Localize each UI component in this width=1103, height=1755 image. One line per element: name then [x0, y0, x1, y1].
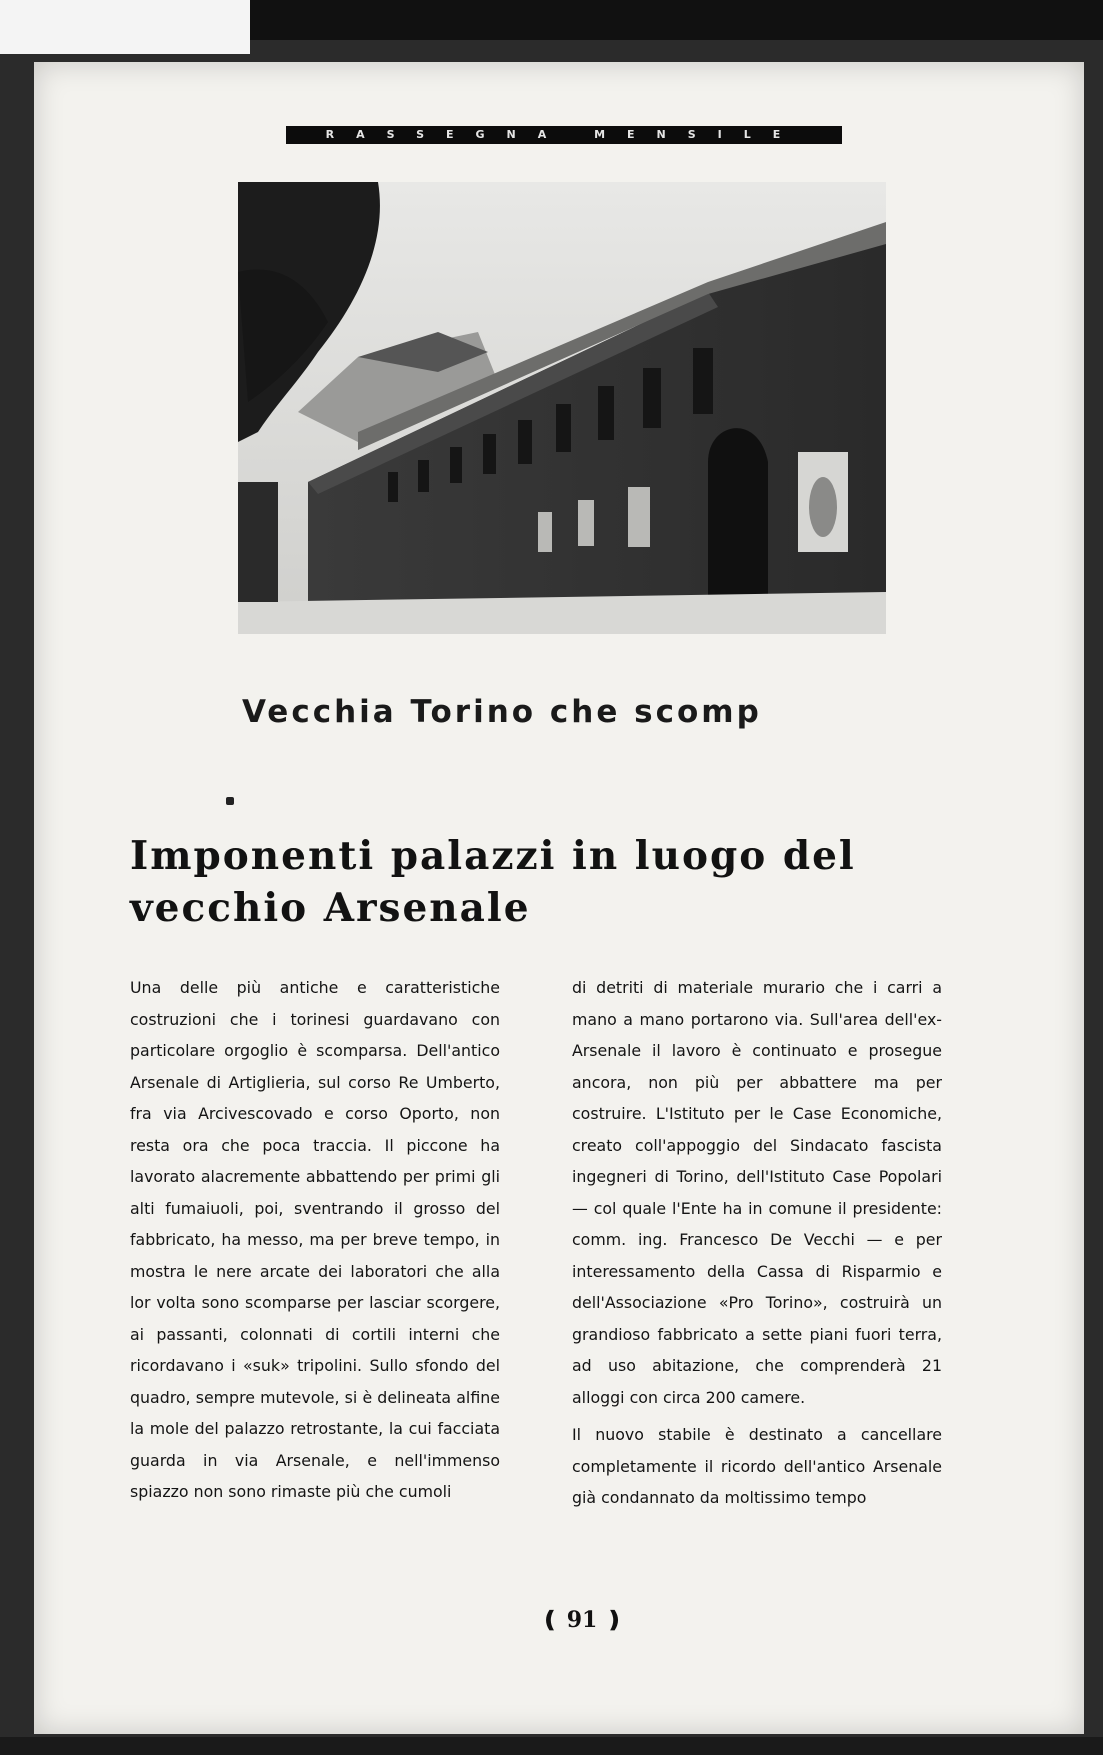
arsenal-photo — [238, 182, 886, 634]
scan-margin — [0, 0, 250, 54]
magazine-page — [34, 62, 1084, 1734]
paragraph: di detriti di materiale murario che i carri a mano a mano portarono via. Sull'area dell'ex-Arsenale il lavoro è continuato e prosegue ancora, non più per abbattere ma per costruire. L'Istituto per le Case Economiche, creato coll'appoggio del Sindacato fascista ingegneri di Torino, dell'Istituto Case Popolari — col quale l'Ente ha in comune il presidente: comm. ing. Francesco De Vecchi — e per interessamento della Cassa di Risparmio e dell'Associazione «Pro Torino», costruirà un grandioso fabbricato a sette piani fuori terra, ad uso abitazione, che comprenderà 21 alloggi con circa 200 camere. — [572, 978, 942, 1407]
bullet-icon — [226, 797, 234, 805]
scan-bottom-border — [0, 1737, 1103, 1755]
article-title: Imponenti palazzi in luogo del vecchio Arsenale — [130, 833, 856, 931]
scan-border — [250, 0, 1103, 40]
text-column-right — [572, 972, 942, 1514]
photo-caption: Vecchia Torino che scomp — [242, 694, 762, 730]
section-banner: RASSEGNA MENSILE — [286, 126, 842, 144]
paragraph: Il nuovo stabile è destinato a cancellare completamente il ricordo dell'antico Arsenale già condannato da moltissimo tempo — [572, 1425, 942, 1507]
paragraph: Una delle più antiche e caratteristiche costruzioni che i torinesi guardavano con particolare orgoglio è scomparsa. Dell'antico Arsenale di Artiglieria, sul corso Re Umberto, fra via Arcivescovado e corso Oporto, non resta ora che poca traccia. Il piccone ha lavorato alacremente abbattendo per primi gli alti fumaiuoli, poi, sventrando il grosso del fabbricato, ha messo, ma per breve tempo, in mostra le nere arcate dei laboratori che alla lor volta sono scomparse per lasciar scorgere, ai passanti, colonnati di cortili interni che ricordavano i «suk» tripolini. Sullo sfondo del quadro, sempre mutevole, si è delineata alfine la mole del palazzo retrostante, la cui facciata guarda in via Arsenale, e nell'immenso spiazzo non sono rimaste più che cumoli — [130, 978, 500, 1501]
building-photo-icon — [238, 182, 886, 634]
text-column-left — [130, 972, 500, 1508]
page-number: ❪ 91 ❫ — [540, 1607, 624, 1633]
page-ornament-right-icon: ❫ — [597, 1607, 624, 1633]
page-ornament-left-icon: ❪ — [540, 1607, 567, 1633]
